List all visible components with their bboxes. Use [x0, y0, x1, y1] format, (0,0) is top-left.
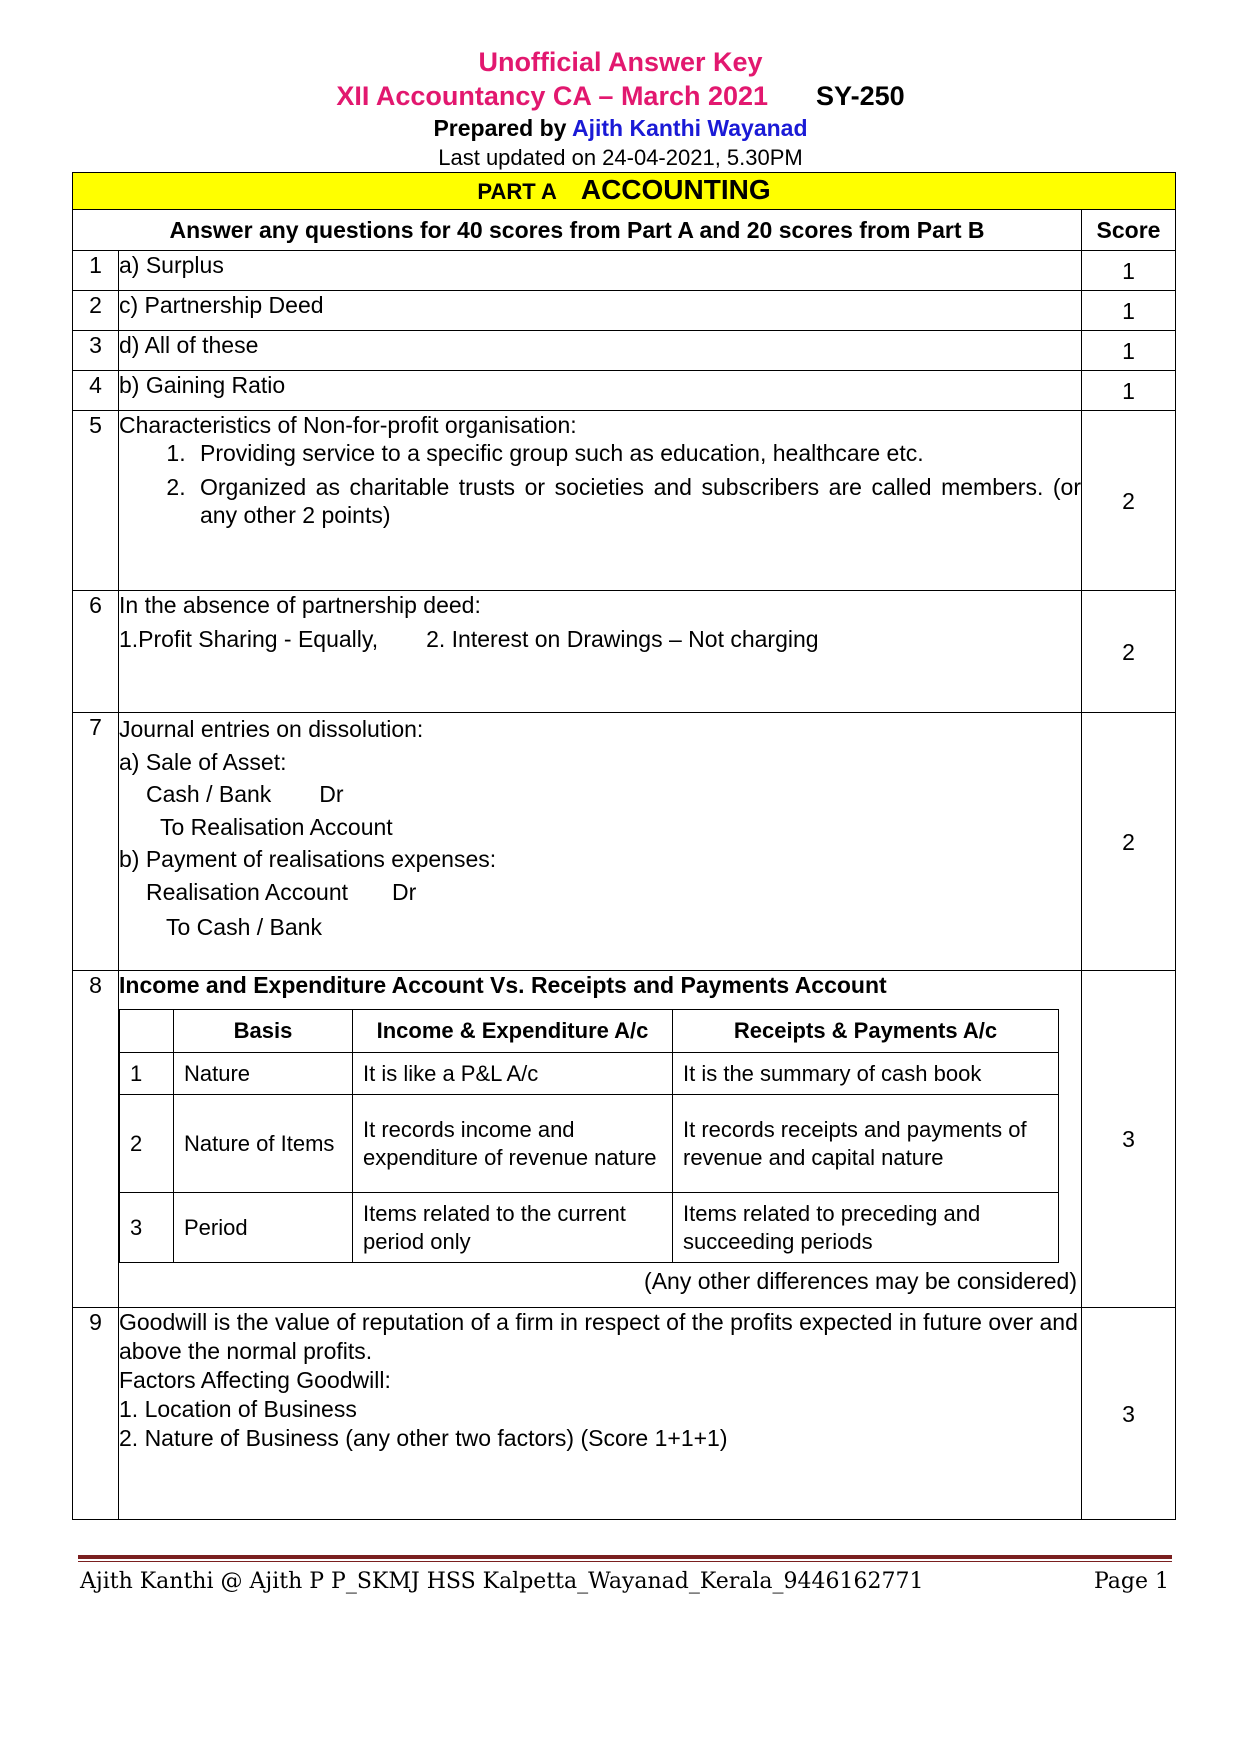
list-item: 1. Providing service to a specific group such as education, healthcare etc. [192, 439, 1081, 467]
table-cell: Period [174, 1193, 353, 1263]
points-list [119, 439, 1081, 529]
question-row-5 [73, 411, 1176, 591]
footer-credit: Ajith Kanthi @ Ajith P P_SKMJ HSS Kalpetta_Wayanad_Kerala_9446162771 [80, 1569, 924, 1594]
last-updated: Last updated on 24-04-2021, 5.30PM [438, 145, 803, 170]
column-header: Basis [174, 1010, 353, 1053]
score-value: 2 [1082, 411, 1176, 591]
account-name: Realisation Account [146, 878, 349, 905]
answer-line: 1. Location of Business [119, 1396, 357, 1422]
list-item: 2. Organized as charitable trusts or societies and subscribers are called members. (or any other 2 points) [192, 467, 1081, 529]
part-header-row [73, 173, 1176, 210]
part-header [73, 173, 1176, 210]
prepared-label: Prepared by [433, 115, 567, 141]
question-row-7 [73, 713, 1176, 971]
question-number: 6 [73, 591, 119, 713]
dr-label: Dr [392, 878, 417, 905]
account-name: Cash / Bank [146, 781, 272, 807]
column-header: Receipts & Payments A/c [673, 1010, 1059, 1053]
answer-line: 2. Interest on Drawings – Not charging [426, 626, 819, 652]
question-row-8 [73, 971, 1176, 1308]
part-label: PART A [477, 179, 557, 204]
score-header: Score [1082, 210, 1176, 251]
column-header [120, 1010, 174, 1053]
table-cell: It records receipts and payments of revenue and capital nature [673, 1095, 1059, 1193]
question-row-9 [73, 1308, 1176, 1520]
journal-debit [119, 778, 1081, 811]
answer-heading: Income and Expenditure Account Vs. Receipts and Payments Account [119, 972, 887, 998]
table-cell: 3 [120, 1193, 174, 1263]
answer-heading: Journal entries on dissolution: [119, 716, 424, 742]
question-number: 7 [73, 713, 119, 971]
question-number: 3 [73, 331, 119, 371]
answer-text: d) All of these [119, 331, 1082, 371]
question-number: 9 [73, 1308, 119, 1520]
score-value: 3 [1082, 971, 1176, 1308]
answer-line: 1.Profit Sharing - Equally, [119, 626, 379, 652]
score-value: 3 [1082, 1308, 1176, 1520]
prepared-by [0, 114, 1241, 142]
table-cell: Items related to the current period only [353, 1193, 673, 1263]
exam-name: XII Accountancy CA – March 2021 [336, 81, 769, 111]
table-cell: Nature [174, 1053, 353, 1095]
question-row-1 [73, 251, 1176, 291]
table-cell: It is the summary of cash book [673, 1053, 1059, 1095]
exam-code: SY-250 [816, 81, 905, 111]
instruction-row [73, 210, 1176, 251]
question-number: 5 [73, 411, 119, 591]
score-value: 1 [1082, 331, 1176, 371]
part-title: ACCOUNTING [580, 174, 771, 205]
table-cell: It records income and expenditure of revenue nature [353, 1095, 673, 1193]
table-cell: 1 [120, 1053, 174, 1095]
answer-table [72, 172, 1176, 1520]
score-value: 1 [1082, 251, 1176, 291]
comparison-table [119, 1009, 1059, 1263]
answer-line: Factors Affecting Goodwill: [119, 1367, 391, 1393]
entry-label: a) Sale of Asset: [119, 748, 287, 775]
question-number: 4 [73, 371, 119, 411]
table-row [120, 1053, 1059, 1095]
doc-subtitle [0, 80, 1241, 112]
answer-text: c) Partnership Deed [119, 291, 1082, 331]
footer-divider [78, 1555, 1172, 1559]
answer-heading: In the absence of partnership deed: [119, 592, 481, 618]
journal-credit: To Realisation Account [160, 813, 393, 840]
table-cell: It is like a P&L A/c [353, 1053, 673, 1095]
doc-title: Unofficial Answer Key [478, 47, 763, 77]
answer-text: a) Surplus [119, 251, 1082, 291]
table-cell: Items related to preceding and succeeding periods [673, 1193, 1059, 1263]
question-row-3 [73, 331, 1176, 371]
author-name: Ajith Kanthi Wayanad [571, 115, 808, 141]
answer-heading: Characteristics of Non-for-profit organisation: [119, 412, 577, 438]
table-row [120, 1193, 1059, 1263]
journal-debit [119, 876, 1081, 909]
entry-label: b) Payment of realisations expenses: [119, 846, 497, 872]
question-number: 1 [73, 251, 119, 291]
score-value: 2 [1082, 591, 1176, 713]
question-row-2 [73, 291, 1176, 331]
table-cell: 2 [120, 1095, 174, 1193]
column-header: Income & Expenditure A/c [353, 1010, 673, 1053]
journal-credit: To Cash / Bank [166, 914, 322, 940]
dr-label: Dr [319, 781, 344, 807]
question-number: 8 [73, 971, 119, 1308]
score-value: 1 [1082, 371, 1176, 411]
table-row [120, 1095, 1059, 1193]
answer-line: 2. Nature of Business (any other two factors) (Score 1+1+1) [119, 1425, 728, 1451]
answer-line: Goodwill is the value of reputation of a firm in respect of the profits expected in future over and above the normal profits. [119, 1309, 1078, 1364]
footer-divider-thin [78, 1561, 1172, 1562]
table-header-row [120, 1010, 1059, 1053]
page-number: Page 1 [1093, 1569, 1169, 1594]
question-row-6 [73, 591, 1176, 713]
score-value: 1 [1082, 291, 1176, 331]
instruction-text: Answer any questions for 40 scores from Part A and 20 scores from Part B [73, 210, 1082, 251]
question-number: 2 [73, 291, 119, 331]
table-note: (Any other differences may be considered) [644, 1268, 1077, 1294]
table-cell: Nature of Items [174, 1095, 353, 1193]
score-value: 2 [1082, 713, 1176, 971]
answer-text: b) Gaining Ratio [119, 371, 1082, 411]
question-row-4 [73, 371, 1176, 411]
